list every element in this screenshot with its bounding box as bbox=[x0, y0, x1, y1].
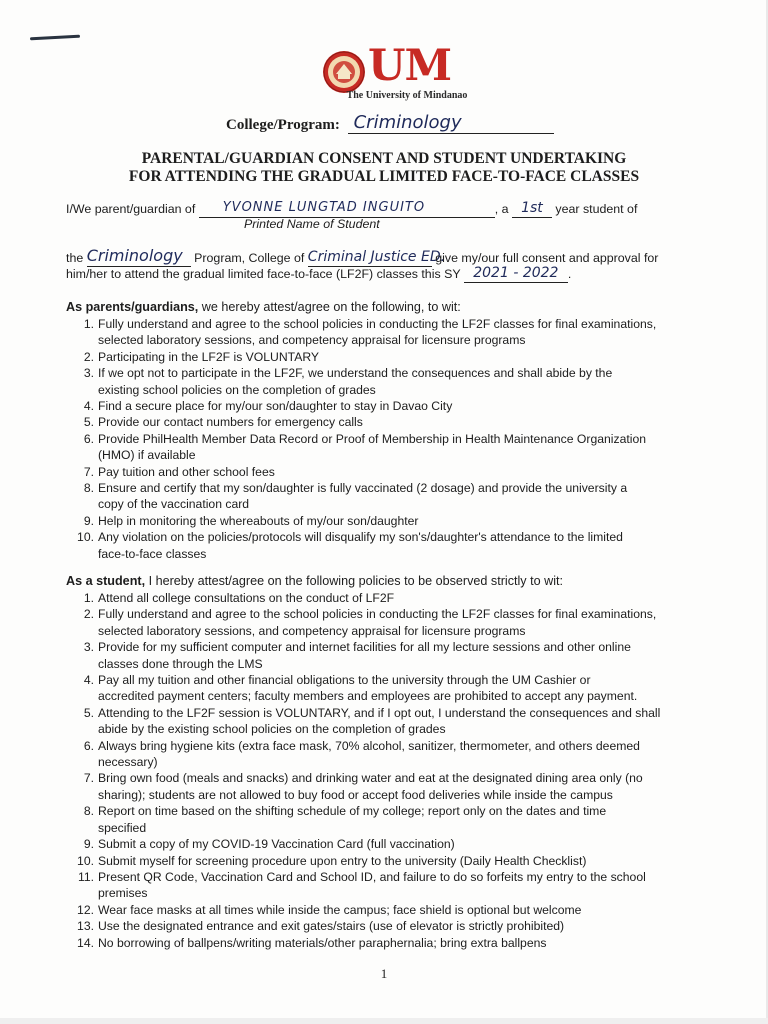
list-item bbox=[66, 869, 716, 885]
item-number: 8. bbox=[83, 804, 94, 819]
scan-pen-mark bbox=[30, 35, 80, 41]
item-text: Help in monitoring the whereabouts of my/our son/daughter bbox=[98, 513, 419, 528]
list-item bbox=[66, 447, 716, 463]
item-text: Fully understand and agree to the school policies in conducting the LF2F classes for final examinations, bbox=[98, 607, 657, 622]
item-text: Wear face masks at all times while inside the campus; face shield is optional but welcome bbox=[98, 902, 582, 917]
logo-subtitle: The University of Mindanao bbox=[346, 90, 468, 101]
item-number: 9. bbox=[83, 513, 94, 528]
college-program-field[interactable] bbox=[348, 114, 554, 134]
item-text: Bring own food (meals and snacks) and drinking water and eat at the designated dining area only (no bbox=[98, 771, 643, 786]
item-text: accredited payment centers; faculty members and employees are prohibited to accept any payment. bbox=[98, 689, 638, 704]
item-text: (HMO) if available bbox=[98, 448, 196, 463]
item-text: face-to-face classes bbox=[98, 546, 207, 561]
document-title-line2: FOR ATTENDING THE GRADUAL LIMITED FACE-TO-FACE CLASSES bbox=[128, 168, 640, 185]
item-text: sharing); students are not allowed to buy food or accept food deliveries while inside the campus bbox=[98, 787, 613, 802]
item-text: Always bring hygiene kits (extra face mask, 70% alcohol, sanitizer, thermometer, and others deemed bbox=[98, 738, 640, 753]
list-item bbox=[66, 688, 716, 704]
list-item bbox=[66, 918, 716, 934]
item-text: Attend all college consultations on the conduct of LF2F bbox=[98, 591, 395, 605]
item-text: selected laboratory sessions, and competency appraisal for licensure programs bbox=[98, 623, 526, 638]
consent-text: give my/our full consent and approval for bbox=[435, 251, 659, 265]
printed-name-caption: Printed Name of Student bbox=[244, 217, 380, 231]
parents-lead-bold: As parents/guardians, bbox=[66, 300, 199, 314]
list-item bbox=[66, 853, 716, 869]
list-item bbox=[66, 721, 716, 737]
item-number: 7. bbox=[83, 464, 94, 479]
list-item bbox=[66, 656, 716, 672]
item-number: 12. bbox=[77, 902, 94, 917]
item-number: 2. bbox=[83, 607, 94, 622]
item-text: classes done through the LMS bbox=[98, 656, 263, 671]
list-item bbox=[66, 316, 716, 332]
student-section-lead bbox=[66, 574, 563, 588]
program-value: Criminology bbox=[86, 246, 183, 265]
item-number: 5. bbox=[83, 705, 94, 720]
list-item bbox=[66, 803, 716, 819]
item-number: 13. bbox=[77, 919, 94, 934]
list-item bbox=[66, 770, 716, 786]
college-program-label: College/Program: bbox=[226, 117, 340, 133]
student-list bbox=[66, 590, 716, 951]
list-item bbox=[66, 332, 716, 348]
year-suffix: year student of bbox=[555, 202, 638, 216]
item-number: 4. bbox=[83, 399, 94, 414]
list-item bbox=[66, 349, 716, 365]
item-text: Use the designated entrance and exit gates/stairs (use of elevator is strictly prohibited) bbox=[98, 919, 565, 934]
list-item bbox=[66, 513, 716, 529]
item-text: No borrowing of ballpens/writing materials/other paraphernalia; bring extra ballpens bbox=[98, 935, 547, 950]
item-text: necessary) bbox=[98, 755, 158, 770]
item-number: 5. bbox=[83, 415, 94, 430]
year-field[interactable] bbox=[512, 199, 552, 218]
list-item bbox=[66, 590, 716, 606]
item-text: Pay tuition and other school fees bbox=[98, 464, 275, 479]
item-text: selected laboratory sessions, and competency appraisal for licensure programs bbox=[98, 333, 526, 348]
list-item bbox=[66, 754, 716, 770]
list-item bbox=[66, 672, 716, 688]
list-item bbox=[66, 639, 716, 655]
item-text: Submit a copy of my COVID-19 Vaccination Card (full vaccination) bbox=[98, 837, 455, 852]
list-item bbox=[66, 431, 716, 447]
item-number: 11. bbox=[77, 869, 94, 884]
list-item bbox=[66, 738, 716, 754]
list-item bbox=[66, 529, 716, 545]
program-text: Program, College of bbox=[194, 251, 305, 265]
item-text: Find a secure place for my/our son/daughter to stay in Davao City bbox=[98, 399, 453, 414]
item-number: 4. bbox=[83, 673, 94, 688]
list-item bbox=[66, 365, 716, 381]
item-number: 8. bbox=[83, 481, 94, 496]
consent-line-3 bbox=[66, 264, 571, 283]
consent-line-1 bbox=[66, 198, 637, 218]
item-text: Any violation on the policies/protocols will disqualify my son's/daughter's attendance to the limited bbox=[98, 530, 623, 545]
item-text: If we opt not to participate in the LF2F, we understand the consequences and shall abide by the bbox=[98, 366, 613, 381]
college-program-row bbox=[226, 114, 554, 134]
item-number: 9. bbox=[83, 837, 94, 852]
student-name-field[interactable] bbox=[199, 198, 495, 218]
item-text: copy of the vaccination card bbox=[98, 497, 250, 512]
a-text: , a bbox=[494, 202, 509, 216]
item-number: 7. bbox=[83, 771, 94, 786]
list-item bbox=[66, 382, 716, 398]
item-text: Pay all my tuition and other financial obligations to the university through the UM Cashier or bbox=[98, 673, 591, 688]
item-text: Report on time based on the shifting schedule of my college; report only on the dates and time bbox=[98, 804, 607, 819]
item-text: Ensure and certify that my son/daughter is fully vaccinated (2 dosage) and provide the university a bbox=[98, 481, 628, 496]
college-of-value: Criminal Justice ED. bbox=[307, 249, 446, 265]
list-item bbox=[66, 902, 716, 918]
period: . bbox=[567, 267, 572, 281]
item-text: abide by the existing school policies on the completion of grades bbox=[98, 722, 446, 737]
document-title-line1: PARENTAL/GUARDIAN CONSENT AND STUDENT UNDERTAKING bbox=[141, 150, 627, 167]
item-number: 10. bbox=[77, 853, 94, 868]
list-item bbox=[66, 820, 716, 836]
item-number: 3. bbox=[83, 640, 94, 655]
university-seal-icon bbox=[322, 50, 366, 94]
item-number: 2. bbox=[83, 349, 94, 364]
year-value: 1st bbox=[521, 200, 543, 216]
item-text: Provide for my sufficient computer and internet facilities for all my lecture sessions and other online bbox=[98, 640, 631, 655]
scan-bottom-edge bbox=[0, 1018, 768, 1024]
parents-section-lead bbox=[66, 300, 461, 314]
item-number: 14. bbox=[77, 935, 94, 950]
item-number: 1. bbox=[83, 317, 94, 331]
item-text: Attending to the LF2F session is VOLUNTARY, and if I opt out, I understand the consequences and shall bbox=[98, 705, 661, 720]
list-item bbox=[66, 546, 716, 562]
list-item bbox=[66, 414, 716, 430]
item-text: Provide our contact numbers for emergency calls bbox=[98, 415, 363, 430]
list-item bbox=[66, 464, 716, 480]
item-text: Submit myself for screening procedure upon entry to the university (Daily Health Checklist) bbox=[98, 853, 587, 868]
item-number: 3. bbox=[83, 366, 94, 381]
item-text: specified bbox=[98, 820, 147, 835]
the-text: the bbox=[66, 251, 84, 265]
list-item bbox=[66, 885, 716, 901]
parent-prefix: I/We parent/guardian of bbox=[66, 202, 196, 216]
parents-lead-rest: we hereby attest/agree on the following, to wit: bbox=[198, 300, 461, 314]
student-name-value: YVONNE LUNGTAD INGUITO bbox=[222, 200, 426, 215]
list-item bbox=[66, 623, 716, 639]
item-text: Provide PhilHealth Member Data Record or Proof of Membership in Health Maintenance Organization bbox=[98, 431, 647, 446]
student-lead-rest: I hereby attest/agree on the following policies to be observed strictly to wit: bbox=[145, 574, 563, 588]
logo-letters: UM bbox=[368, 41, 452, 91]
item-number: 10. bbox=[77, 530, 94, 545]
item-number: 6. bbox=[83, 738, 94, 753]
item-text: Participating in the LF2F is VOLUNTARY bbox=[98, 349, 320, 364]
college-program-value: Criminology bbox=[353, 112, 462, 133]
list-item bbox=[66, 836, 716, 852]
list-item bbox=[66, 787, 716, 803]
item-text: existing school policies on the completion of grades bbox=[98, 382, 376, 397]
consent-line3-text: him/her to attend the gradual limited face-to-face (LF2F) classes this SY bbox=[66, 267, 461, 281]
list-item bbox=[66, 480, 716, 496]
item-number: 6. bbox=[83, 431, 94, 446]
item-text: premises bbox=[98, 886, 148, 901]
list-item bbox=[66, 935, 716, 951]
university-logo bbox=[322, 41, 492, 101]
item-text: Present QR Code, Vaccination Card and School ID, and failure to do so forfeits my entry to the school bbox=[98, 869, 646, 884]
parents-list bbox=[66, 316, 716, 562]
list-item bbox=[66, 705, 716, 721]
item-text: Fully understand and agree to the school policies in conducting the LF2F classes for final examinations, bbox=[98, 317, 657, 331]
item-number: 1. bbox=[83, 591, 94, 605]
list-item bbox=[66, 496, 716, 512]
school-year-field[interactable] bbox=[464, 264, 568, 283]
list-item bbox=[66, 398, 716, 414]
student-lead-bold: As a student, bbox=[66, 574, 146, 588]
school-year-value: 2021 - 2022 bbox=[473, 265, 559, 281]
page-number: 1 bbox=[380, 966, 388, 981]
list-item bbox=[66, 606, 716, 622]
